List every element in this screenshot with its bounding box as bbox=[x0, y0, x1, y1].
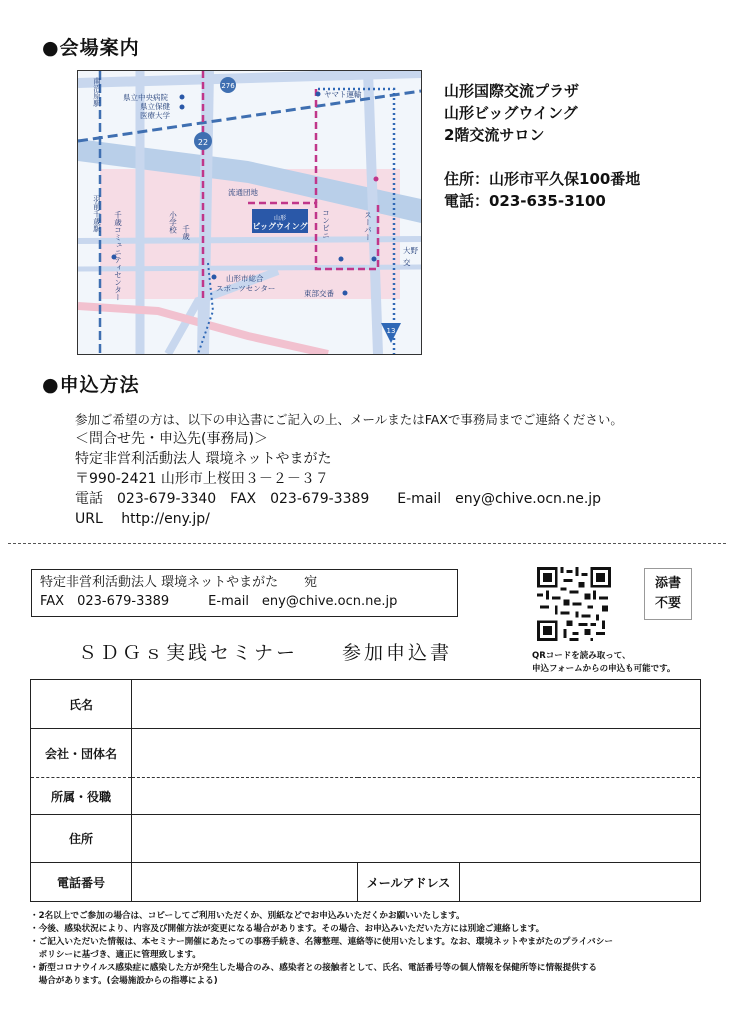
map-label-station-top: 南沼原駅 bbox=[92, 77, 102, 107]
contact-line: 電話 023-679-3340 FAX 023-679-3389 E-mail eny@chive.ocn.ne.jp bbox=[75, 491, 602, 507]
form-title: ＳＤＧｓ実践セミナー 参加申込書 bbox=[78, 642, 453, 664]
venue-room: 2階交流サロン bbox=[444, 126, 545, 144]
contact-org: 特定非営利活動法人 環境ネットやまがた bbox=[75, 451, 332, 467]
contact-url[interactable]: URL http://eny.jp/ bbox=[75, 511, 210, 527]
form-row-address bbox=[31, 815, 701, 863]
email-input[interactable] bbox=[460, 863, 701, 902]
map-label-hospital-1: 県立中央病院 bbox=[123, 93, 168, 102]
note-line: ・2名以上でご参加の場合は、コピーしてご利用いただくか、別紙などでお申込みいただくかお願いいたします。 bbox=[30, 911, 465, 921]
map-label-district: 流通団地 bbox=[228, 188, 258, 197]
label-department: 所属・役職 bbox=[31, 778, 132, 815]
qr-note bbox=[532, 650, 675, 676]
qr-note-line-2: 申込フォームからの申込も可能です。 bbox=[532, 664, 676, 674]
venue-name-2: 山形ビッグウイング bbox=[444, 104, 578, 122]
application-form bbox=[30, 679, 701, 902]
label-email: メールアドレス bbox=[358, 863, 460, 902]
note-line: ・ご記入いただいた情報は、本セミナー開催にあたっての事務手続き、名簿整理、連絡等に使用いたします。なお、環境ネットやまがたのプライバシー bbox=[30, 937, 613, 947]
map-label-sports-2: スポーツセンター bbox=[216, 284, 276, 293]
apply-section-title: ●申込方法 bbox=[42, 374, 140, 396]
form-row-contact bbox=[31, 863, 701, 902]
map-label-chitose: 千歳 bbox=[181, 225, 191, 240]
address-input[interactable] bbox=[132, 815, 701, 863]
note-line: ポリシーに基づき、適正に管理致します。 bbox=[30, 950, 201, 960]
form-row-name bbox=[31, 680, 701, 729]
recipient-line-1: 特定非営利活動法人 環境ネットやまがた 宛 bbox=[40, 575, 318, 590]
qr-note-line-1: QRコードを読み取って、 bbox=[532, 651, 631, 661]
note-line: 場合があります。(会場施設からの指導による) bbox=[30, 976, 218, 986]
form-row-company bbox=[31, 729, 701, 778]
map-label-conbini: コンビニ bbox=[321, 209, 331, 239]
venue-map bbox=[77, 70, 422, 355]
stamp-line-1: 添書 bbox=[654, 576, 681, 591]
label-phone: 電話番号 bbox=[31, 863, 132, 902]
department-input[interactable] bbox=[132, 778, 701, 815]
venue-address: 住所：山形市平久保100番地 bbox=[444, 170, 641, 188]
venue-phone: 電話：023-635-3100 bbox=[444, 192, 606, 210]
no-cover-letter-stamp bbox=[644, 568, 692, 620]
contact-postal: 〒990-2421 山形市上桜田３－２－３７ bbox=[75, 471, 329, 487]
phone-input[interactable] bbox=[132, 863, 358, 902]
company-input[interactable] bbox=[132, 729, 701, 778]
label-company: 会社・団体名 bbox=[31, 729, 132, 778]
map-label-super: スーパー bbox=[363, 211, 373, 241]
qr-code[interactable] bbox=[537, 567, 611, 641]
map-label-yamato: ヤマト運輸 bbox=[324, 90, 362, 99]
map-label-hospital-3: 医療大学 bbox=[140, 111, 170, 120]
map-label-hospital-2: 県立保健 bbox=[140, 102, 170, 111]
map-label-school: 小学校 bbox=[168, 211, 178, 234]
label-name: 氏名 bbox=[31, 680, 132, 729]
contact-heading: ＜問合せ先・申込先(事務局)＞ bbox=[75, 431, 268, 447]
map-label-kou: 交 bbox=[403, 258, 411, 267]
apply-intro: 参加ご希望の方は、以下の申込書にご記入の上、メールまたはFAXで事務局までご連絡ください。 bbox=[75, 412, 623, 427]
notes bbox=[30, 910, 613, 988]
apply-info bbox=[75, 410, 623, 529]
cut-line bbox=[8, 543, 726, 544]
note-line: ・今後、感染状況により、内容及び開催方法が変更になる場合があります。その場合、お申込みいただいた方には別途ご連絡します。 bbox=[30, 924, 545, 934]
venue-section-title: ●会場案内 bbox=[42, 37, 140, 59]
map-label-station-bottom: 羽前千歳駅 bbox=[92, 195, 102, 233]
map-road-h bbox=[203, 71, 208, 354]
map-bigwing-small-label: 山形 bbox=[273, 215, 287, 222]
note-line: ・新型コロナウイルス感染症に感染した方が発生した場合のみ、感染者との接触者として、氏名、電話番号等の個人情報を保健所等に情報提供する bbox=[30, 963, 598, 973]
map-bigwing-label: ビッグウイング bbox=[252, 222, 308, 231]
map-road-shield-276: 276 bbox=[221, 82, 235, 90]
form-row-department bbox=[31, 778, 701, 815]
map-road-shield-22: 22 bbox=[197, 138, 209, 147]
map-label-community: 千歳コミュニティセンター bbox=[113, 211, 123, 301]
stamp-line-2: 不要 bbox=[654, 596, 681, 611]
map-label-koban: 東部交番 bbox=[304, 289, 334, 298]
recipient-box bbox=[31, 569, 458, 617]
map-label-sports-1: 山形市総合 bbox=[226, 274, 264, 283]
venue-name-1: 山形国際交流プラザ bbox=[444, 82, 580, 100]
map-road-shield-13: 13 bbox=[386, 327, 396, 335]
label-address: 住所 bbox=[31, 815, 132, 863]
venue-info bbox=[444, 80, 640, 212]
name-input[interactable] bbox=[132, 680, 701, 729]
map-label-ohno: 大野 bbox=[403, 246, 418, 255]
recipient-line-2: FAX 023-679-3389 E-mail eny@chive.ocn.ne.jp bbox=[40, 594, 398, 609]
